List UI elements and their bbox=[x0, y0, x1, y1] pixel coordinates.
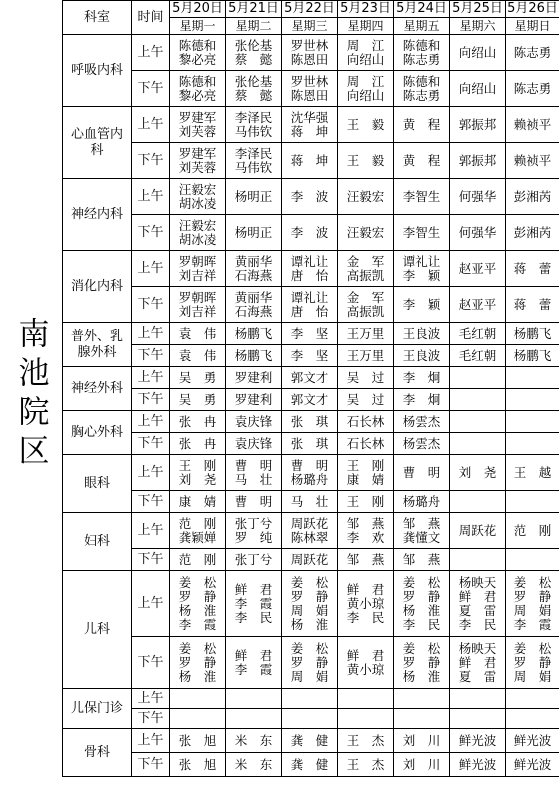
doctor-cell: 谭礼让 李 颖 bbox=[394, 251, 450, 287]
doctor-cell: 吴 勇 bbox=[170, 389, 226, 411]
session-time: 下午 bbox=[132, 709, 170, 729]
session-time: 上午 bbox=[132, 323, 170, 345]
session-time: 上午 bbox=[132, 179, 170, 215]
doctor-cell: 李 颖 bbox=[394, 287, 450, 323]
doctor-cell: 鲜光波 bbox=[450, 753, 506, 777]
header-date: 5月26日 bbox=[507, 1, 558, 16]
session-time: 下午 bbox=[132, 549, 170, 571]
doctor-cell bbox=[170, 689, 226, 709]
doctor-cell: 向绍山 bbox=[450, 71, 506, 107]
department-name: 儿科 bbox=[63, 571, 132, 689]
session-time: 上午 bbox=[132, 367, 170, 389]
doctor-cell bbox=[450, 689, 506, 709]
doctor-cell: 鲜 君 黄小琼 李 民 bbox=[338, 571, 394, 637]
doctor-cell: 罗建军 刘芙蓉 bbox=[170, 107, 226, 143]
session-time: 下午 bbox=[132, 287, 170, 323]
campus-label-column bbox=[0, 0, 62, 790]
session-time: 上午 bbox=[132, 411, 170, 433]
doctor-cell: 范 刚 bbox=[506, 513, 559, 549]
doctor-cell: 王 刚 刘 尧 bbox=[170, 455, 226, 491]
doctor-cell: 沈华强 蒋 坤 bbox=[282, 107, 338, 143]
doctor-cell: 姜 松 罗 静 周 娟 杨 淮 bbox=[282, 571, 338, 637]
doctor-cell: 张伦基 蔡 懿 bbox=[226, 71, 282, 107]
doctor-cell: 李 坚 bbox=[282, 345, 338, 367]
department-name: 眼科 bbox=[63, 455, 132, 513]
department-name: 神经外科 bbox=[63, 367, 132, 411]
header-date: 5月24日 bbox=[394, 1, 450, 18]
doctor-cell bbox=[450, 549, 506, 571]
header-date: 5月20日 bbox=[170, 1, 226, 18]
doctor-cell: 刘 尧 bbox=[450, 455, 506, 491]
doctor-cell: 杨映天 鲜 君 夏 雷 李 民 bbox=[450, 571, 506, 637]
doctor-cell: 吴 勇 bbox=[170, 367, 226, 389]
header-date: 5月23日 bbox=[338, 1, 394, 18]
table-row bbox=[63, 637, 559, 689]
header-weekday: 星期五 bbox=[394, 18, 450, 35]
doctor-cell: 李 波 bbox=[282, 179, 338, 215]
table-row bbox=[63, 323, 559, 345]
doctor-cell: 李 波 bbox=[282, 215, 338, 251]
department-name: 心血管内 科 bbox=[63, 107, 132, 179]
doctor-cell: 陈德和 陈志勇 bbox=[394, 35, 450, 71]
table-row bbox=[63, 491, 559, 513]
doctor-cell: 杨雲杰 bbox=[394, 433, 450, 455]
doctor-cell bbox=[450, 411, 506, 433]
session-time: 上午 bbox=[132, 455, 170, 491]
doctor-cell: 蒋 坤 bbox=[282, 143, 338, 179]
doctor-cell: 姜 松 罗 静 杨 淮 李 民 bbox=[394, 571, 450, 637]
doctor-cell: 邹 燕 李 欢 bbox=[338, 513, 394, 549]
doctor-cell: 陈德和 黎必亮 bbox=[170, 35, 226, 71]
doctor-cell: 周 江 向绍山 bbox=[338, 71, 394, 107]
header-date: 5月21日 bbox=[226, 1, 282, 18]
doctor-cell: 周跃花 陈林翠 bbox=[282, 513, 338, 549]
doctor-cell: 杨鹏飞 bbox=[506, 345, 559, 367]
table-row bbox=[63, 571, 559, 637]
doctor-cell: 姜 松 罗 静 杨 淮 bbox=[394, 637, 450, 689]
doctor-cell: 鲜 君 黄小琼 bbox=[338, 637, 394, 689]
table-row bbox=[63, 709, 559, 729]
doctor-cell bbox=[506, 549, 559, 571]
doctor-cell: 杨明正 bbox=[226, 215, 282, 251]
doctor-cell: 曹 明 马 壮 bbox=[226, 455, 282, 491]
table-row bbox=[63, 689, 559, 709]
table-row bbox=[63, 71, 559, 107]
doctor-cell: 蒋 蕾 bbox=[506, 251, 559, 287]
doctor-cell: 邹 燕 bbox=[394, 549, 450, 571]
doctor-cell: 黄 程 bbox=[394, 107, 450, 143]
department-name: 消化内科 bbox=[63, 251, 132, 323]
doctor-cell: 王万里 bbox=[338, 345, 394, 367]
doctor-cell bbox=[450, 367, 506, 389]
session-time: 下午 bbox=[132, 215, 170, 251]
doctor-cell: 李智生 bbox=[394, 179, 450, 215]
doctor-cell: 金 军 高振凯 bbox=[338, 251, 394, 287]
header-time: 时间 bbox=[132, 1, 170, 35]
doctor-cell: 汪毅宏 bbox=[338, 179, 394, 215]
doctor-cell: 蒋 蕾 bbox=[506, 287, 559, 323]
doctor-cell: 刘 川 bbox=[394, 753, 450, 777]
doctor-cell: 罗朝晖 刘吉祥 bbox=[170, 287, 226, 323]
doctor-cell bbox=[282, 709, 338, 729]
doctor-cell: 汪毅宏 bbox=[338, 215, 394, 251]
doctor-cell bbox=[506, 389, 559, 411]
doctor-cell: 毛红朝 bbox=[450, 345, 506, 367]
doctor-cell: 鲜光波 bbox=[450, 729, 506, 753]
session-time: 下午 bbox=[132, 753, 170, 777]
doctor-cell: 郭振邦 bbox=[450, 107, 506, 143]
doctor-cell: 李 坚 bbox=[282, 323, 338, 345]
doctor-cell: 彭湘芮 bbox=[506, 179, 559, 215]
session-time: 上午 bbox=[132, 689, 170, 709]
doctor-cell bbox=[394, 709, 450, 729]
doctor-cell: 李 炯 bbox=[394, 389, 450, 411]
session-time: 下午 bbox=[132, 491, 170, 513]
doctor-cell: 张丁兮 罗 纯 bbox=[226, 513, 282, 549]
table-row bbox=[63, 389, 559, 411]
doctor-cell: 黄 程 bbox=[394, 143, 450, 179]
header-weekday: 星期二 bbox=[226, 18, 282, 35]
doctor-cell bbox=[506, 709, 559, 729]
table-row bbox=[63, 35, 559, 71]
session-time: 下午 bbox=[132, 143, 170, 179]
doctor-cell: 王良波 bbox=[394, 345, 450, 367]
doctor-cell: 姜 松 罗 静 杨 淮 bbox=[170, 637, 226, 689]
department-name: 儿保门诊 bbox=[63, 689, 132, 729]
doctor-cell: 李泽民 马伟钦 bbox=[226, 107, 282, 143]
doctor-cell: 陈德和 陈志勇 bbox=[394, 71, 450, 107]
doctor-cell: 袁庆锋 bbox=[226, 433, 282, 455]
doctor-cell: 曹 明 bbox=[226, 491, 282, 513]
doctor-cell: 陈德和 黎必亮 bbox=[170, 71, 226, 107]
session-time: 下午 bbox=[132, 345, 170, 367]
doctor-cell: 鲜 君 李 霞 bbox=[226, 637, 282, 689]
session-time: 上午 bbox=[132, 571, 170, 637]
doctor-cell: 袁 伟 bbox=[170, 345, 226, 367]
table-row bbox=[63, 287, 559, 323]
doctor-cell: 陈志勇 bbox=[506, 35, 559, 71]
doctor-cell: 杨雲杰 bbox=[394, 411, 450, 433]
doctor-cell: 郭文才 bbox=[282, 367, 338, 389]
doctor-cell: 罗建军 刘芙蓉 bbox=[170, 143, 226, 179]
table-row bbox=[63, 179, 559, 215]
department-name: 普外、乳 腺外科 bbox=[63, 323, 132, 367]
doctor-cell bbox=[226, 689, 282, 709]
doctor-cell: 李 炯 bbox=[394, 367, 450, 389]
doctor-cell: 王 越 bbox=[506, 455, 559, 491]
table-row bbox=[63, 753, 559, 777]
session-time: 上午 bbox=[132, 35, 170, 71]
doctor-cell: 罗世林 陈恩田 bbox=[282, 71, 338, 107]
doctor-cell: 鲜 君 李 霞 李 民 bbox=[226, 571, 282, 637]
department-name: 神经内科 bbox=[63, 179, 132, 251]
table-row bbox=[63, 215, 559, 251]
doctor-cell bbox=[226, 709, 282, 729]
table-row bbox=[63, 107, 559, 143]
doctor-cell: 张 冉 bbox=[170, 411, 226, 433]
doctor-cell: 米 东 bbox=[226, 753, 282, 777]
doctor-cell: 姜 松 罗 静 周 娟 bbox=[506, 637, 559, 689]
session-time: 上午 bbox=[132, 513, 170, 549]
header-weekday: 星期一 bbox=[170, 18, 226, 35]
doctor-cell: 姜 松 罗 静 周 娟 李 霞 bbox=[506, 571, 559, 637]
department-name: 骨科 bbox=[63, 729, 132, 777]
header-date: 5月22日 bbox=[282, 1, 338, 18]
table-row bbox=[63, 251, 559, 287]
session-time: 下午 bbox=[132, 433, 170, 455]
doctor-cell: 张 冉 bbox=[170, 433, 226, 455]
doctor-cell: 赖祯平 bbox=[506, 107, 559, 143]
doctor-cell: 汪毅宏 胡冰凌 bbox=[170, 179, 226, 215]
doctor-cell: 杨璐舟 bbox=[394, 491, 450, 513]
doctor-cell: 米 东 bbox=[226, 729, 282, 753]
doctor-cell bbox=[450, 389, 506, 411]
table-row bbox=[63, 411, 559, 433]
doctor-cell: 马 壮 bbox=[282, 491, 338, 513]
department-name: 妇科 bbox=[63, 513, 132, 571]
doctor-cell: 张 旭 bbox=[170, 729, 226, 753]
doctor-cell: 赵亚平 bbox=[450, 251, 506, 287]
doctor-cell: 龚 健 bbox=[282, 729, 338, 753]
doctor-cell: 周 江 向绍山 bbox=[338, 35, 394, 71]
doctor-cell bbox=[170, 709, 226, 729]
doctor-cell: 刘 川 bbox=[394, 729, 450, 753]
table-row bbox=[63, 433, 559, 455]
doctor-cell bbox=[450, 433, 506, 455]
doctor-cell: 杨鹏飞 bbox=[226, 323, 282, 345]
header-weekday: 星期三 bbox=[282, 18, 338, 35]
campus-title: 南池院区 bbox=[12, 317, 49, 473]
doctor-cell: 王良波 bbox=[394, 323, 450, 345]
doctor-cell: 汪毅宏 胡冰凌 bbox=[170, 215, 226, 251]
doctor-cell: 王 毅 bbox=[338, 107, 394, 143]
doctor-cell: 石长林 bbox=[338, 433, 394, 455]
table-row bbox=[63, 143, 559, 179]
doctor-cell bbox=[450, 491, 506, 513]
doctor-cell: 鲜光波 bbox=[506, 729, 559, 753]
doctor-cell: 张 琪 bbox=[282, 433, 338, 455]
doctor-cell: 周跃花 bbox=[450, 513, 506, 549]
doctor-cell bbox=[282, 689, 338, 709]
doctor-cell: 袁庆锋 bbox=[226, 411, 282, 433]
doctor-cell: 王 刚 bbox=[338, 491, 394, 513]
doctor-cell: 谭礼让 唐 怡 bbox=[282, 287, 338, 323]
doctor-cell: 曹 明 杨璐舟 bbox=[282, 455, 338, 491]
doctor-cell: 李智生 bbox=[394, 215, 450, 251]
doctor-cell: 杨明正 bbox=[226, 179, 282, 215]
header-weekday: 星期日 bbox=[506, 18, 559, 35]
doctor-cell: 杨鹏飞 bbox=[226, 345, 282, 367]
doctor-cell bbox=[506, 367, 559, 389]
session-time: 上午 bbox=[132, 729, 170, 753]
doctor-cell: 张 旭 bbox=[170, 753, 226, 777]
doctor-cell: 张丁兮 bbox=[226, 549, 282, 571]
doctor-cell: 黄丽华 石海燕 bbox=[226, 287, 282, 323]
doctor-cell: 范 刚 bbox=[170, 549, 226, 571]
doctor-cell: 赵亚平 bbox=[450, 287, 506, 323]
doctor-cell: 龚 健 bbox=[282, 753, 338, 777]
table-row bbox=[63, 513, 559, 549]
header-dept: 科室 bbox=[63, 1, 132, 35]
doctor-cell bbox=[338, 689, 394, 709]
doctor-cell bbox=[506, 433, 559, 455]
doctor-cell: 陈志勇 bbox=[506, 71, 559, 107]
doctor-cell: 邹 燕 龚懂文 bbox=[394, 513, 450, 549]
doctor-cell: 王 杰 bbox=[338, 753, 394, 777]
doctor-cell: 李泽民 马伟钦 bbox=[226, 143, 282, 179]
doctor-cell bbox=[338, 709, 394, 729]
table-row bbox=[63, 729, 559, 753]
doctor-cell: 罗建利 bbox=[226, 389, 282, 411]
doctor-cell: 吴 过 bbox=[338, 389, 394, 411]
table-row bbox=[63, 345, 559, 367]
doctor-cell bbox=[394, 689, 450, 709]
doctor-cell bbox=[506, 411, 559, 433]
session-time: 上午 bbox=[132, 107, 170, 143]
session-time: 上午 bbox=[132, 251, 170, 287]
doctor-cell: 彭湘芮 bbox=[506, 215, 559, 251]
doctor-cell: 石长林 bbox=[338, 411, 394, 433]
department-name: 胸心外科 bbox=[63, 411, 132, 455]
doctor-cell: 张伦基 蔡 懿 bbox=[226, 35, 282, 71]
doctor-cell: 袁 伟 bbox=[170, 323, 226, 345]
doctor-cell: 罗建利 bbox=[226, 367, 282, 389]
doctor-cell: 郭振邦 bbox=[450, 143, 506, 179]
session-time: 下午 bbox=[132, 637, 170, 689]
doctor-cell: 杨鹏飞 bbox=[506, 323, 559, 345]
doctor-cell: 吴 过 bbox=[338, 367, 394, 389]
doctor-cell: 王 毅 bbox=[338, 143, 394, 179]
header-weekday: 星期四 bbox=[338, 18, 394, 35]
doctor-cell bbox=[450, 709, 506, 729]
session-time: 下午 bbox=[132, 389, 170, 411]
table-row bbox=[63, 367, 559, 389]
doctor-cell: 周跃花 bbox=[282, 549, 338, 571]
doctor-cell: 鲜光波 bbox=[506, 753, 559, 777]
table-row bbox=[63, 549, 559, 571]
doctor-cell: 罗世林 陈恩田 bbox=[282, 35, 338, 71]
doctor-cell: 向绍山 bbox=[450, 35, 506, 71]
table-row bbox=[63, 455, 559, 491]
doctor-cell: 何强华 bbox=[450, 179, 506, 215]
doctor-cell: 张 琪 bbox=[282, 411, 338, 433]
doctor-cell: 谭礼让 唐 怡 bbox=[282, 251, 338, 287]
doctor-cell: 黄丽华 石海燕 bbox=[226, 251, 282, 287]
header-date: 5月25日 bbox=[450, 1, 506, 18]
doctor-cell: 王 刚 康 婧 bbox=[338, 455, 394, 491]
doctor-cell: 何强华 bbox=[450, 215, 506, 251]
doctor-cell bbox=[506, 689, 559, 709]
doctor-cell bbox=[506, 491, 559, 513]
doctor-cell: 康 婧 bbox=[170, 491, 226, 513]
doctor-cell: 毛红朝 bbox=[450, 323, 506, 345]
header-weekday: 星期六 bbox=[450, 18, 506, 35]
doctor-cell: 邹 燕 bbox=[338, 549, 394, 571]
doctor-cell: 姜 松 罗 静 周 娟 bbox=[282, 637, 338, 689]
doctor-cell: 范 刚 龚颖婵 bbox=[170, 513, 226, 549]
doctor-cell: 曹 明 bbox=[394, 455, 450, 491]
doctor-cell: 赖祯平 bbox=[506, 143, 559, 179]
doctor-cell: 王 杰 bbox=[338, 729, 394, 753]
doctor-cell: 姜 松 罗 静 杨 淮 李 霞 bbox=[170, 571, 226, 637]
schedule-body bbox=[63, 35, 559, 777]
doctor-cell: 王万里 bbox=[338, 323, 394, 345]
doctor-cell: 金 军 高振凯 bbox=[338, 287, 394, 323]
schedule-table bbox=[62, 0, 559, 777]
doctor-cell: 郭文才 bbox=[282, 389, 338, 411]
session-time: 下午 bbox=[132, 71, 170, 107]
doctor-cell: 罗朝晖 刘吉祥 bbox=[170, 251, 226, 287]
department-name: 呼吸内科 bbox=[63, 35, 132, 107]
doctor-cell: 杨映天 鲜 君 夏 雷 bbox=[450, 637, 506, 689]
